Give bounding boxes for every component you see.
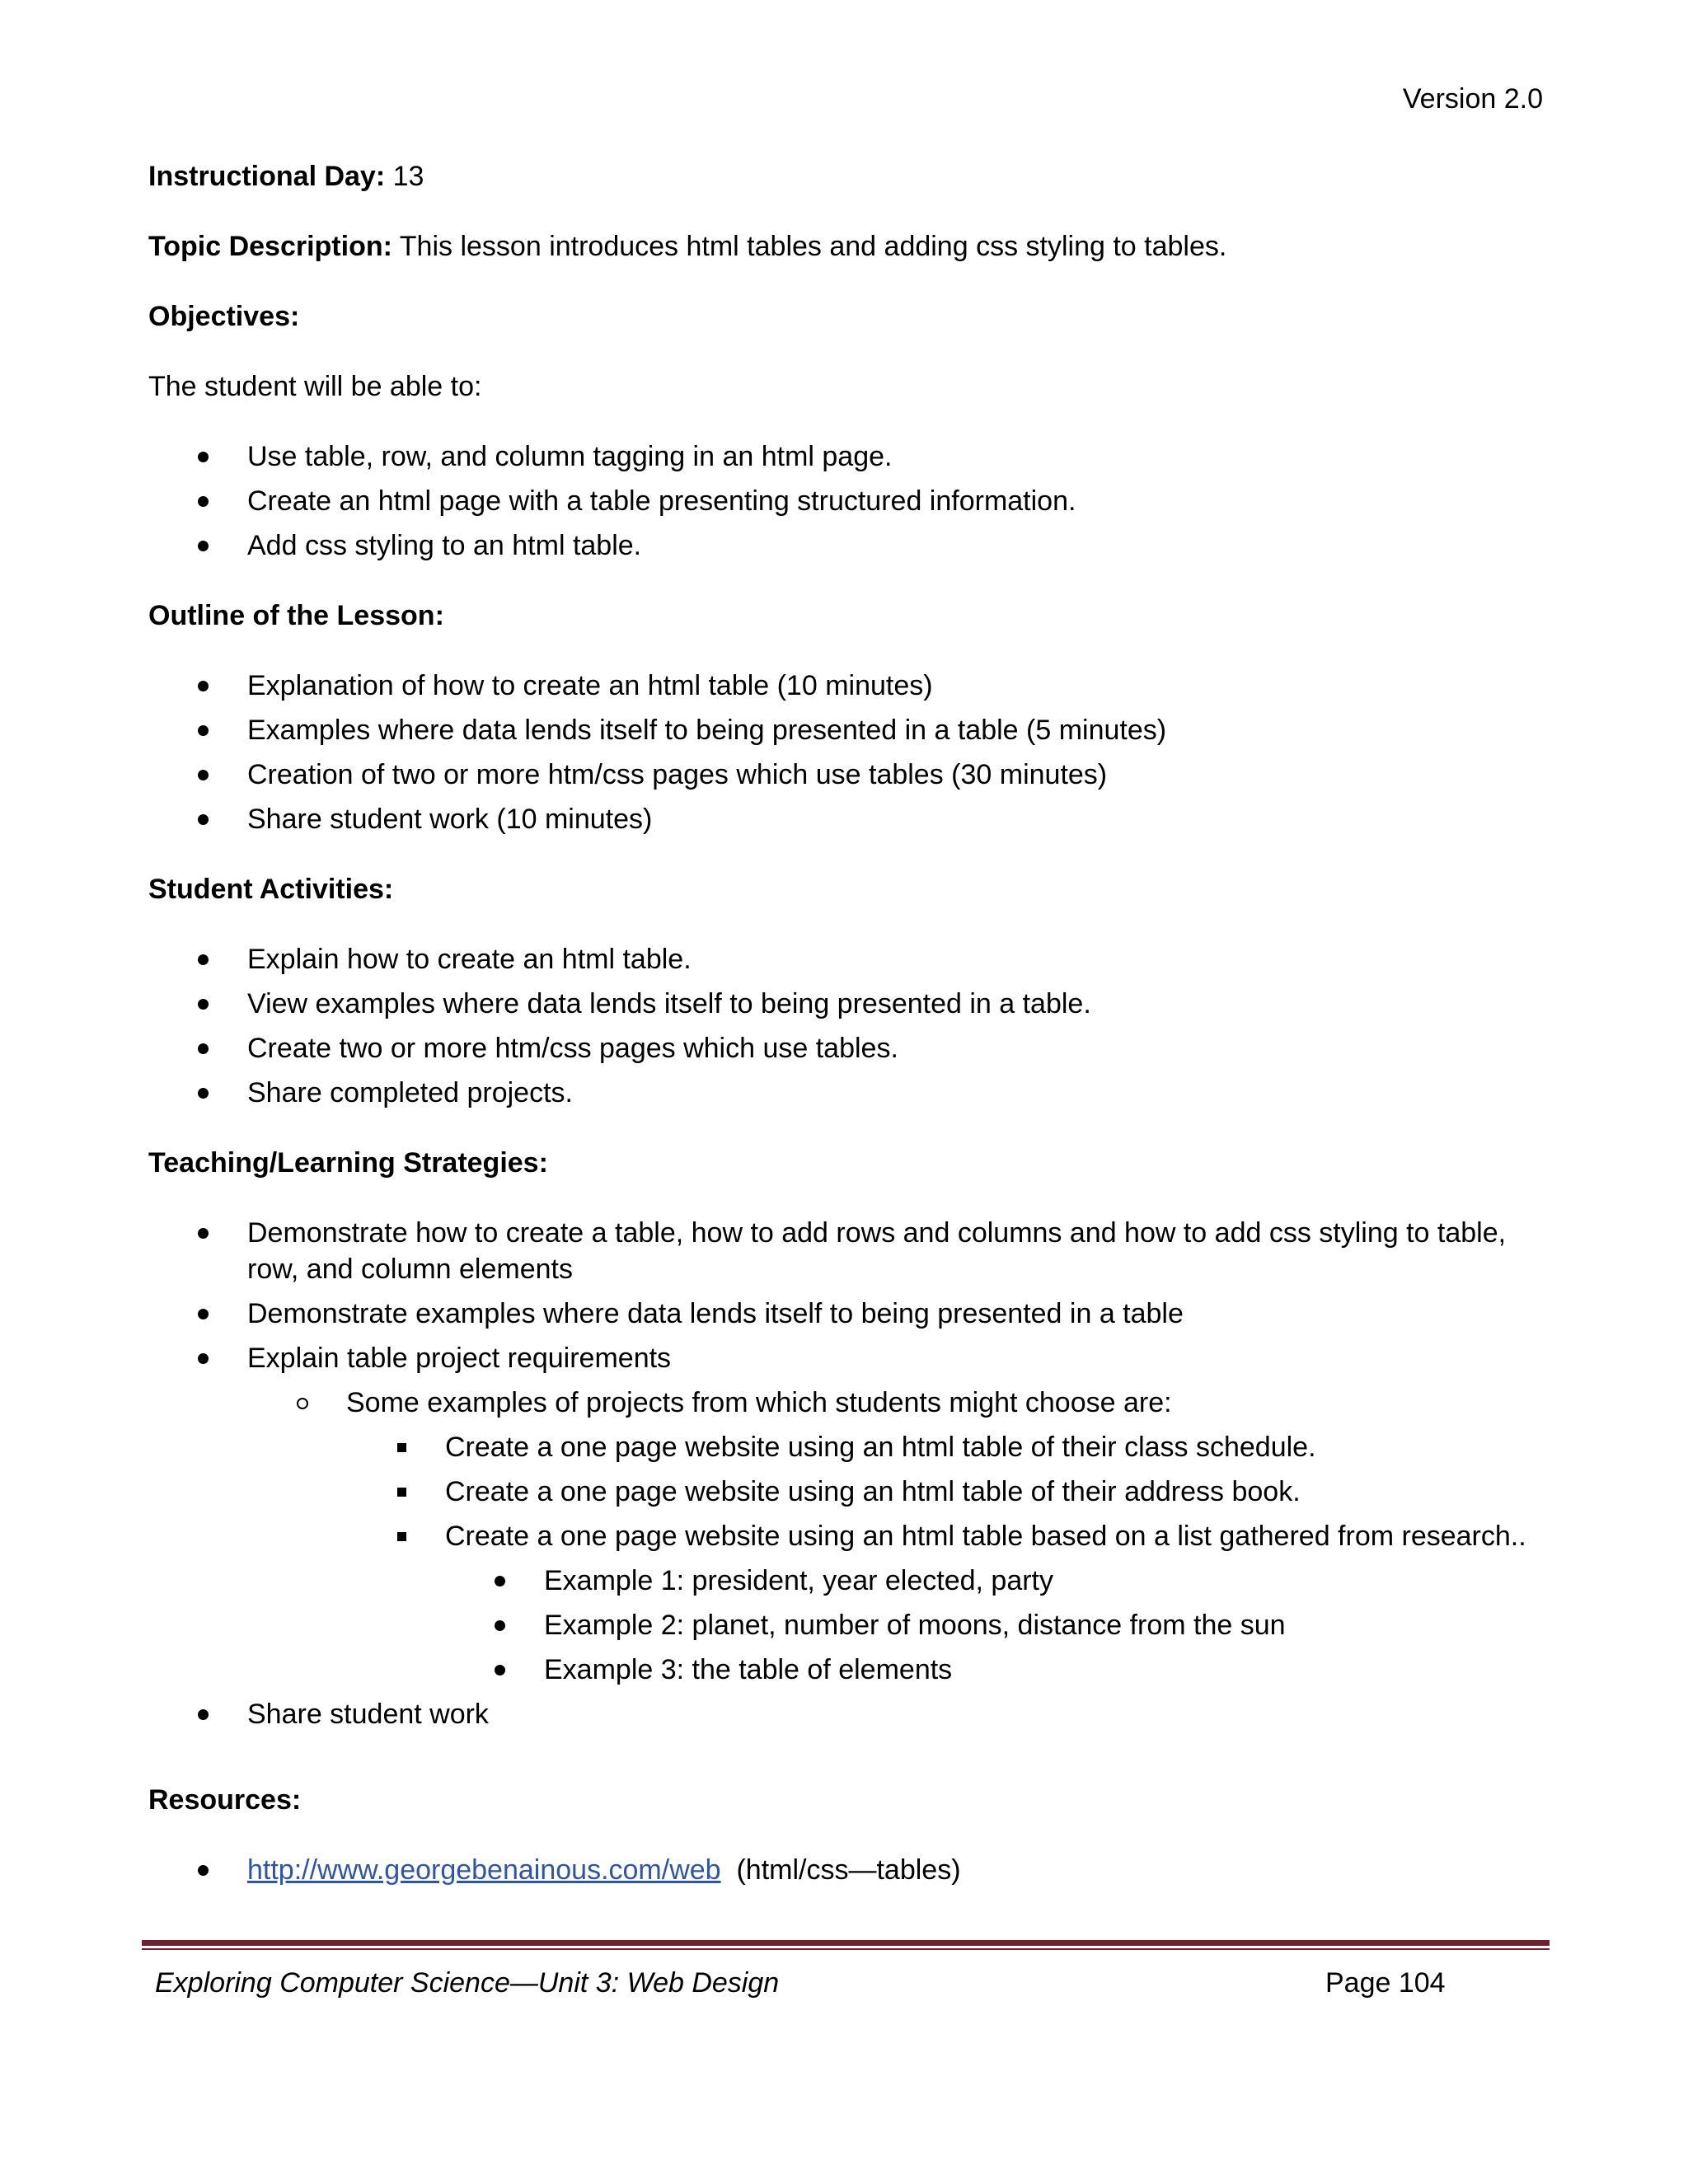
circle-bullet-icon [297,1385,321,1421]
list-item [148,1696,1550,1732]
bullet-icon [198,1852,223,1888]
list-item [148,757,1550,793]
list-item [445,1563,1550,1599]
list-item-text: Demonstrate how to create a table, how to add rows and columns and how to add css styling to table, row, and column elements [247,1217,1507,1285]
objectives-intro: The student will be able to: [148,371,482,402]
list-item [346,1474,1550,1510]
resource-note: (html/css—tables) [720,1854,961,1886]
research-examples-list [445,1563,1550,1688]
outline-heading: Outline of the Lesson: [148,600,444,631]
topic-description-label: Topic Description: [148,231,392,262]
footer-divider [142,1940,1550,1946]
activities-list [148,941,1550,1111]
list-item-text: Create two or more htm/css pages which use tables. [247,1033,898,1064]
bullet-icon [198,712,223,748]
strategies-list [148,1215,1550,1732]
footer-divider-thin [142,1948,1550,1950]
list-item [148,986,1550,1022]
project-options-list [247,1385,1550,1688]
list-item-text: Explanation of how to create an html table (10 minutes) [247,670,933,701]
bullet-icon [198,986,223,1022]
list-item-text: Share student work (10 minutes) [247,804,653,835]
list-item [148,941,1550,977]
list-item [148,1852,1550,1888]
bullet-icon [198,1296,223,1332]
list-item-text: Demonstrate examples where data lends itself to being presented in a table [247,1298,1184,1329]
list-item [445,1652,1550,1688]
bullet-icon [198,1075,223,1111]
bullet-icon [198,438,223,475]
list-item-text: Creation of two or more htm/css pages which use tables (30 minutes) [247,759,1108,790]
topic-description [148,228,1550,265]
list-item-text: Share student work [247,1699,489,1730]
bullet-icon [198,1696,223,1732]
resources-list [148,1852,1550,1888]
list-item [346,1429,1550,1465]
list-item [148,668,1550,704]
list-item-text: Some examples of projects from which students might choose are: [346,1387,1172,1418]
bullet-icon [198,941,223,977]
topic-description-text: This lesson introduces html tables and adding css styling to tables. [392,231,1227,262]
list-item [148,527,1550,564]
list-item [148,483,1550,519]
list-item [445,1607,1550,1643]
square-bullet-icon [397,1474,422,1510]
list-item [148,801,1550,837]
bullet-icon [198,668,223,704]
list-item-text: Example 2: planet, number of moons, distance from the sun [544,1610,1286,1641]
list-item-text: Use table, row, and column tagging in an html page. [247,441,893,472]
bullet-icon [198,1340,223,1376]
outline-list [148,668,1550,837]
list-item-text: Explain how to create an html table. [247,944,692,975]
resources-heading: Resources: [148,1784,302,1816]
list-item-text: View examples where data lends itself to being presented in a table. [247,988,1091,1019]
list-item-text: Create a one page website using an html table based on a list gathered from research.. [445,1521,1526,1552]
bullet-icon [198,801,223,837]
list-item-text: Explain table project requirements [247,1343,672,1374]
list-item [148,438,1550,475]
list-item [148,1030,1550,1066]
list-item-text: Create a one page website using an html table of their class schedule. [445,1432,1316,1463]
bullet-icon [198,757,223,793]
version-label: Version 2.0 [1402,83,1543,115]
list-item-text: Create a one page website using an html table of their address book. [445,1476,1301,1507]
lesson-content [148,158,1550,1922]
list-item [148,1215,1550,1287]
bullet-icon [198,527,223,564]
bullet-icon [198,1215,223,1251]
list-item-text: Example 1: president, year elected, party [544,1565,1053,1596]
list-item [148,1296,1550,1332]
list-item-text: Create an html page with a table presenting structured information. [247,485,1076,517]
objectives-list [148,438,1550,564]
list-item [346,1518,1550,1688]
list-item-text: Share completed projects. [247,1077,573,1108]
square-bullet-icon [397,1429,422,1465]
bullet-icon [495,1652,519,1688]
square-bullet-icon [397,1518,422,1554]
strategies-heading: Teaching/Learning Strategies: [148,1147,548,1179]
footer-page-number: Page 104 [1325,1967,1446,1999]
list-item-text: Examples where data lends itself to being presented in a table (5 minutes) [247,715,1167,746]
resource-link[interactable]: http://www.georgebenainous.com/web [247,1854,721,1886]
bullet-icon [198,1030,223,1066]
list-item [148,712,1550,748]
list-item [148,1340,1550,1688]
project-examples-list [346,1429,1550,1688]
instructional-day-label: Instructional Day: [148,161,386,192]
list-item-text: Example 3: the table of elements [544,1654,953,1685]
instructional-day-value: 13 [385,161,424,192]
objectives-heading: Objectives: [148,301,300,332]
list-item-text: Add css styling to an html table. [247,530,642,561]
bullet-icon [198,483,223,519]
bullet-icon [495,1563,519,1599]
footer-course-title: Exploring Computer Science—Unit 3: Web Design [155,1967,780,1999]
instructional-day [148,158,1550,194]
bullet-icon [495,1607,519,1643]
list-item [148,1075,1550,1111]
activities-heading: Student Activities: [148,874,394,905]
list-item [247,1385,1550,1688]
